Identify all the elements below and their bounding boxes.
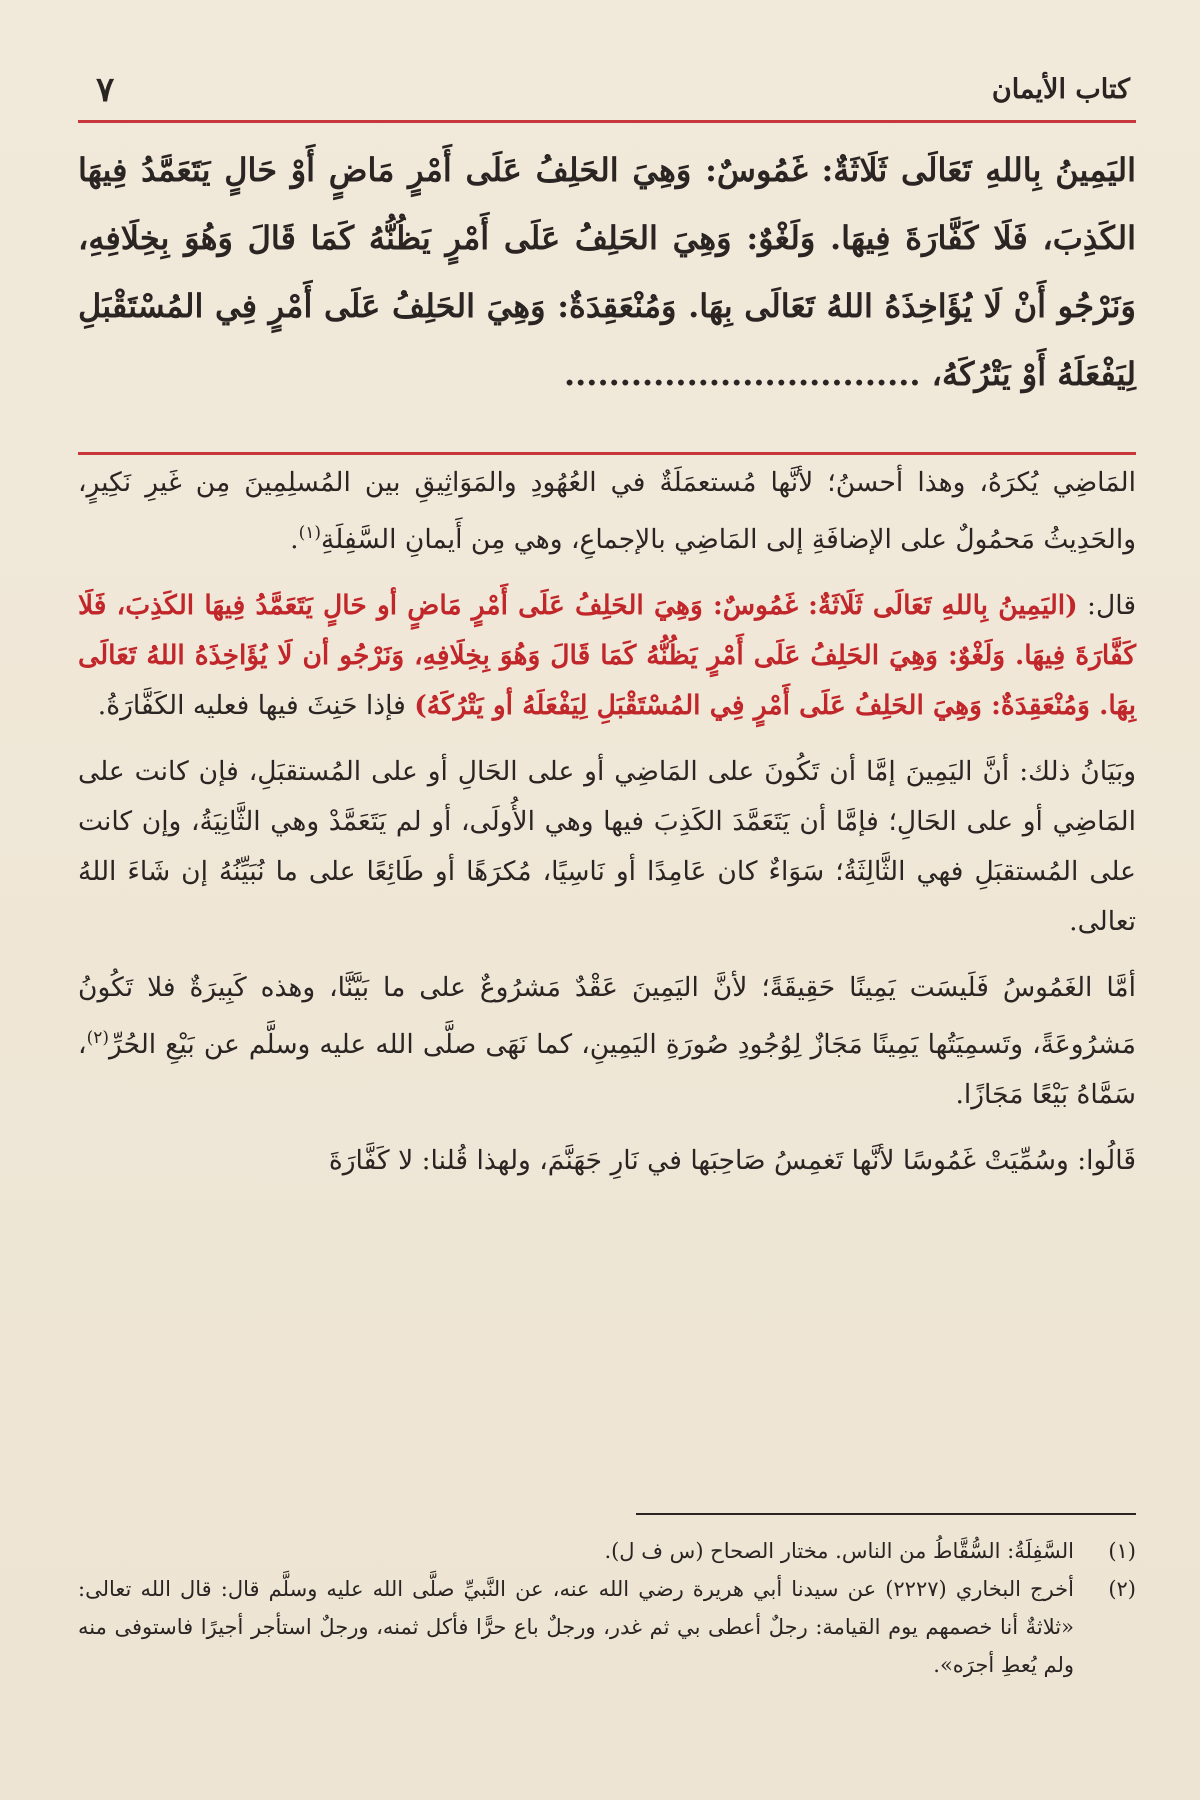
running-title: كتاب الأيمان [991,74,1130,105]
paragraph-4-a: أمَّا الغَمُوسُ فَلَيسَت يَمِينًا حَقِيقَةً؛ لأنَّ اليَمِينَ عَقْدٌ مَشرُوعٌ على ما بَيَّنَّا، وهذه كَبِيرَةٌ فلا تَكُونُ مَشرُوعَةً، وتَسمِيَتُها يَمِينًا مَجَازٌ لِوُجُودِ صُورَةِ اليَمِينِ، كما نَهَى صلَّى الله عليه وسلَّم عن بَيْعِ الحُرِّ [78,971,1136,1060]
matn-body: اليَمِينُ بِاللهِ تَعَالَى ثَلَاثَةٌ: غَمُوسٌ: وَهِيَ الحَلِفُ عَلَى أَمْرٍ مَاضٍ أَوْ حَالٍ يَتَعَمَّدُ فِيهَا الكَذِبَ، فَلَا كَفَّارَةَ فِيهَا. وَلَغْوٌ: وَهِيَ الحَلِفُ عَلَى أَمْرٍ يَظُنُّهُ كَمَا قَالَ وَهُوَ بِخِلَافِهِ، وَنَرْجُو أَنْ لَا يُؤَاخِذَهُ اللهُ تَعَالَى بِهَا. وَمُنْعَقِدَةٌ: وَهِيَ الحَلِفُ عَلَى أَمْرٍ فِي المُسْتَقْبَلِ لِيَفْعَلَهُ أَوْ يَتْرُكَهُ، [78,151,1136,393]
paragraph-2-lead: قال: [1077,589,1136,621]
footnote-number: (١) [1108,1539,1136,1563]
footnote-number: (٢) [1108,1577,1136,1601]
header-rule [78,120,1136,123]
footnote-text: السَّفِلَةُ: السُّقَّاطُ من الناس. مختار الصحاح (س ف ل). [604,1539,1074,1563]
matn-separator-rule [78,452,1136,455]
paragraph-1-text: المَاضِي يُكرَهُ، وهذا أحسنُ؛ لأنَّها مُستعمَلَةٌ في العُهُودِ والمَوَاثِيقِ بين المُسلِمِينَ مِن غَيرِ نَكِيرٍ، والحَدِيثُ مَحمُولٌ على الإضافَةِ إلى المَاضِي بالإجماعِ، وهي مِن أَيمانِ السَّفِلَةِ [78,467,1136,555]
paragraph-2-tail: فإذا حَنِثَ فيها فعليه الكَفَّارَةُ. [97,689,415,721]
paragraph-1 [78,458,1136,565]
paragraph-4 [78,963,1136,1120]
footnote-2 [78,1570,1136,1684]
matn-text [78,136,1136,408]
footnote-text: أخرج البخاري (٢٢٢٧) عن سيدنا أبي هريرة رضي الله عنه، عن النَّبيِّ صلَّى الله عليه وسلَّم قال: قال الله تعالى: «ثلاثةٌ أنا خصمهم يوم القيامة: رجلٌ أعطى بي ثم غدر، ورجلٌ باع حرًّا فأكل ثمنه، ورجلٌ استأجر أجيرًا فاستوفى منه ولم يُعطِ أجرَه». [78,1577,1074,1677]
page-number: ٧ [96,70,115,110]
page-header [78,70,1130,116]
quoted-matn: (اليَمِينُ بِاللهِ تَعَالَى ثَلَاثَةٌ: غَمُوسٌ: وَهِيَ الحَلِفُ عَلَى أَمْرٍ مَاضٍ أو حَالٍ يَتَعَمَّدُ فِيهَا الكَذِبَ، فَلَا كَفَّارَةَ فِيهَا. وَلَغْوٌ: وَهِيَ الحَلِفُ عَلَى أَمْرٍ يَظُنُّهُ كَمَا قَالَ وَهُوَ بِخِلَافِهِ، وَنَرْجُو أن لَا يُؤَاخِذَهُ اللهُ تَعَالَى بِهَا. وَمُنْعَقِدَةٌ: وَهِيَ الحَلِفُ عَلَى أَمْرٍ فِي المُسْتَقْبَلِ لِيَفْعَلَهُ أو يَتْرُكَهُ) [78,589,1136,721]
commentary-text [78,458,1136,1202]
paragraph-5: قَالُوا: وسُمِّيَتْ غَمُوسًا لأنَّها تَغمِسُ صَاحِبَها في نَارِ جَهَنَّمَ، ولهذا قُلنا: لا كَفَّارَةَ [328,1144,1136,1176]
paragraph-2 [78,581,1136,731]
paragraph-4-b: ، سَمَّاهُ بَيْعًا مَجَازًا. [78,1028,1136,1110]
paragraph-3: وبَيَانُ ذلك: أنَّ اليَمِينَ إمَّا أن تَكُونَ على المَاضِي أو على الحَالِ أو على المُستقبَلِ، فإن كانت على المَاضِي أو على الحَالِ؛ فإمَّا أن يَتَعَمَّدَ الكَذِبَ فيها وهي الأُولَى، أو لم يَتَعَمَّدْ وهي الثَّانِيَةُ، وإن كانت على المُستقبَلِ فهي الثَّالِثَةُ؛ سَوَاءٌ كان عَامِدًا أو نَاسِيًا، مُكرَهًا أو طَائِعًا على ما نُبَيِّنُهُ إن شَاءَ اللهُ تعالى. [78,755,1136,937]
footnote-1 [78,1532,1136,1570]
matn-dots: ................................ [564,355,921,393]
footnote-ref-1[interactable]: (١) [298,523,322,543]
footnote-separator [636,1513,1136,1515]
footnotes [78,1532,1136,1684]
paragraph-1-end: . [290,523,299,555]
footnote-ref-2[interactable]: (٢) [86,1027,109,1048]
